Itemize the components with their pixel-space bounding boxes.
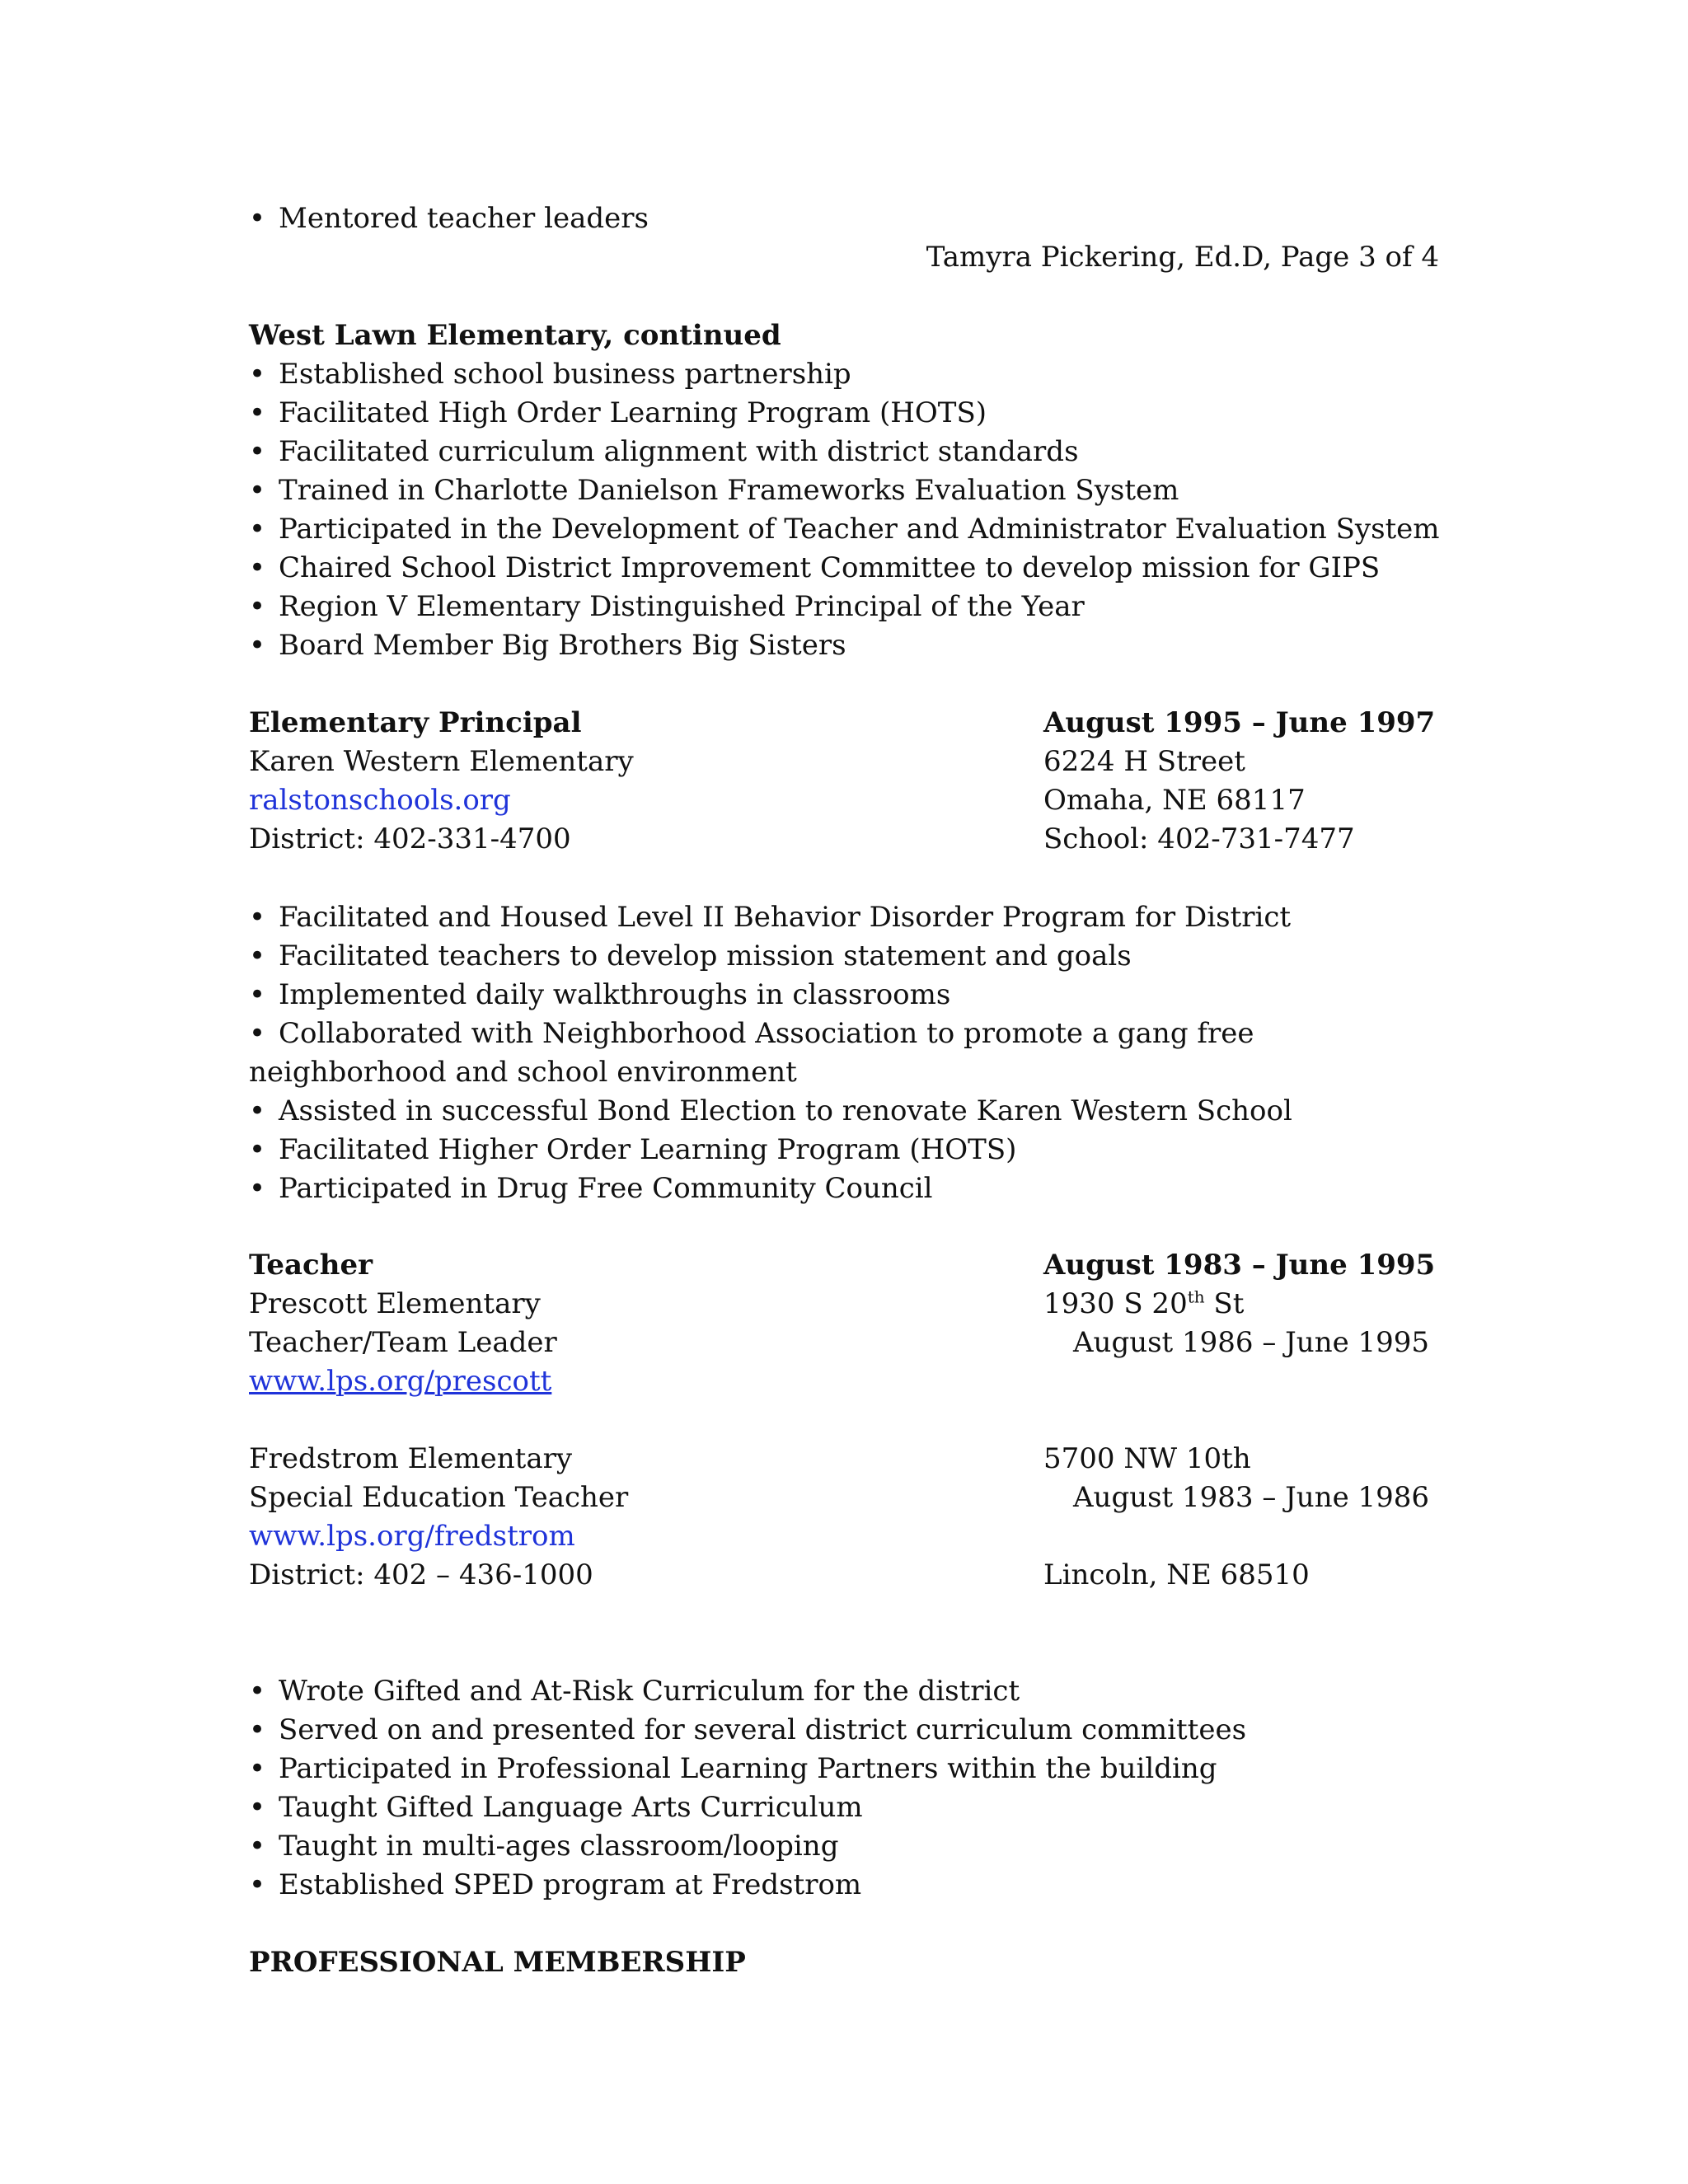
fredstrom-website-link[interactable]: www.lps.org/fredstrom bbox=[249, 1520, 575, 1553]
bullet-glyph: • bbox=[249, 1830, 266, 1863]
bullet-glyph: • bbox=[249, 1172, 266, 1205]
list-item: Wrote Gifted and At-Risk Curriculum for the district bbox=[279, 1675, 1020, 1708]
list-item: Facilitated High Order Learning Program (HOTS) bbox=[279, 396, 987, 429]
prescott-address bbox=[1043, 1286, 1245, 1320]
karen-western-school-phone: School: 402-731-7477 bbox=[1043, 823, 1355, 855]
bullet-glyph: • bbox=[249, 1713, 266, 1746]
bullet-glyph: • bbox=[249, 590, 266, 623]
bullet-glyph: • bbox=[249, 940, 266, 972]
karen-western-school: Karen Western Elementary bbox=[249, 745, 634, 778]
bullet-glyph: • bbox=[249, 396, 266, 429]
principal-title: Elementary Principal bbox=[249, 706, 582, 739]
top-bullet-text: Mentored teacher leaders bbox=[279, 202, 649, 235]
bullet-glyph: • bbox=[249, 435, 266, 468]
fredstrom-role: Special Education Teacher bbox=[249, 1481, 629, 1514]
teacher-dates: August 1983 – June 1995 bbox=[1043, 1249, 1436, 1282]
list-item: Collaborated with Neighborhood Association to promote a gang free bbox=[279, 1017, 1254, 1050]
prescott-website-link[interactable]: www.lps.org/prescott bbox=[249, 1365, 552, 1398]
bullet-glyph: • bbox=[249, 629, 266, 662]
fredstrom-city: Lincoln, NE 68510 bbox=[1043, 1558, 1310, 1591]
bullet-glyph: • bbox=[249, 1868, 266, 1901]
prescott-address-tail: St bbox=[1204, 1287, 1245, 1320]
list-item: Participated in Drug Free Community Council bbox=[279, 1172, 933, 1205]
west-lawn-heading: West Lawn Elementary, continued bbox=[249, 319, 781, 352]
list-item: Region V Elementary Distinguished Principal of the Year bbox=[279, 590, 1085, 623]
bullet-glyph: • bbox=[249, 1675, 266, 1708]
bullet-glyph: • bbox=[249, 1094, 266, 1127]
list-item: Participated in the Development of Teacher and Administrator Evaluation System bbox=[279, 513, 1440, 546]
running-head: Tamyra Pickering, Ed.D, Page 3 of 4 bbox=[926, 241, 1439, 274]
karen-western-city: Omaha, NE 68117 bbox=[1043, 784, 1306, 817]
list-item: Facilitated and Housed Level II Behavior Disorder Program for District bbox=[279, 901, 1292, 934]
bullet-glyph: • bbox=[249, 202, 266, 235]
list-item: Board Member Big Brothers Big Sisters bbox=[279, 629, 846, 662]
prescott-address-sup: th bbox=[1187, 1286, 1205, 1307]
list-item: Taught in multi-ages classroom/looping bbox=[279, 1830, 839, 1863]
fredstrom-district-phone: District: 402 – 436-1000 bbox=[249, 1558, 593, 1591]
list-item: Established school business partnership bbox=[279, 358, 851, 391]
list-item: Assisted in successful Bond Election to renovate Karen Western School bbox=[279, 1094, 1292, 1127]
prescott-role-dates: August 1986 – June 1995 bbox=[1073, 1326, 1430, 1359]
list-item: Established SPED program at Fredstrom bbox=[279, 1868, 862, 1901]
bullet-glyph: • bbox=[249, 1752, 266, 1785]
karen-western-website-link[interactable]: ralstonschools.org bbox=[249, 784, 511, 817]
bullet-glyph: • bbox=[249, 1133, 266, 1166]
fredstrom-role-dates: August 1983 – June 1986 bbox=[1073, 1481, 1430, 1514]
bullet-glyph: • bbox=[249, 978, 266, 1011]
bullet-glyph: • bbox=[249, 901, 266, 934]
list-item: Facilitated Higher Order Learning Program (HOTS) bbox=[279, 1133, 1017, 1166]
fredstrom-school: Fredstrom Elementary bbox=[249, 1442, 573, 1475]
list-item: Taught Gifted Language Arts Curriculum bbox=[279, 1791, 863, 1824]
list-item-wrap: neighborhood and school environment bbox=[249, 1056, 797, 1089]
fredstrom-address: 5700 NW 10th bbox=[1043, 1442, 1251, 1475]
list-item: Served on and presented for several district curriculum committees bbox=[279, 1713, 1247, 1746]
bullet-glyph: • bbox=[249, 513, 266, 546]
principal-dates: August 1995 – June 1997 bbox=[1043, 706, 1436, 739]
list-item: Trained in Charlotte Danielson Frameworks Evaluation System bbox=[279, 474, 1179, 507]
list-item: Participated in Professional Learning Partners within the building bbox=[279, 1752, 1217, 1785]
teacher-title: Teacher bbox=[249, 1249, 373, 1282]
professional-membership-heading: PROFESSIONAL MEMBERSHIP bbox=[249, 1946, 746, 1979]
prescott-school: Prescott Elementary bbox=[249, 1287, 541, 1320]
karen-western-street: 6224 H Street bbox=[1043, 745, 1245, 778]
prescott-role: Teacher/Team Leader bbox=[249, 1326, 557, 1359]
list-item: Facilitated curriculum alignment with district standards bbox=[279, 435, 1079, 468]
bullet-glyph: • bbox=[249, 1017, 266, 1050]
list-item: Implemented daily walkthroughs in classrooms bbox=[279, 978, 951, 1011]
list-item: Facilitated teachers to develop mission statement and goals bbox=[279, 940, 1132, 972]
bullet-glyph: • bbox=[249, 474, 266, 507]
bullet-glyph: • bbox=[249, 1791, 266, 1824]
prescott-address-main: 1930 S 20 bbox=[1043, 1287, 1188, 1320]
bullet-glyph: • bbox=[249, 358, 266, 391]
bullet-glyph: • bbox=[249, 551, 266, 584]
list-item: Chaired School District Improvement Committee to develop mission for GIPS bbox=[279, 551, 1381, 584]
karen-western-district-phone: District: 402-331-4700 bbox=[249, 823, 571, 855]
